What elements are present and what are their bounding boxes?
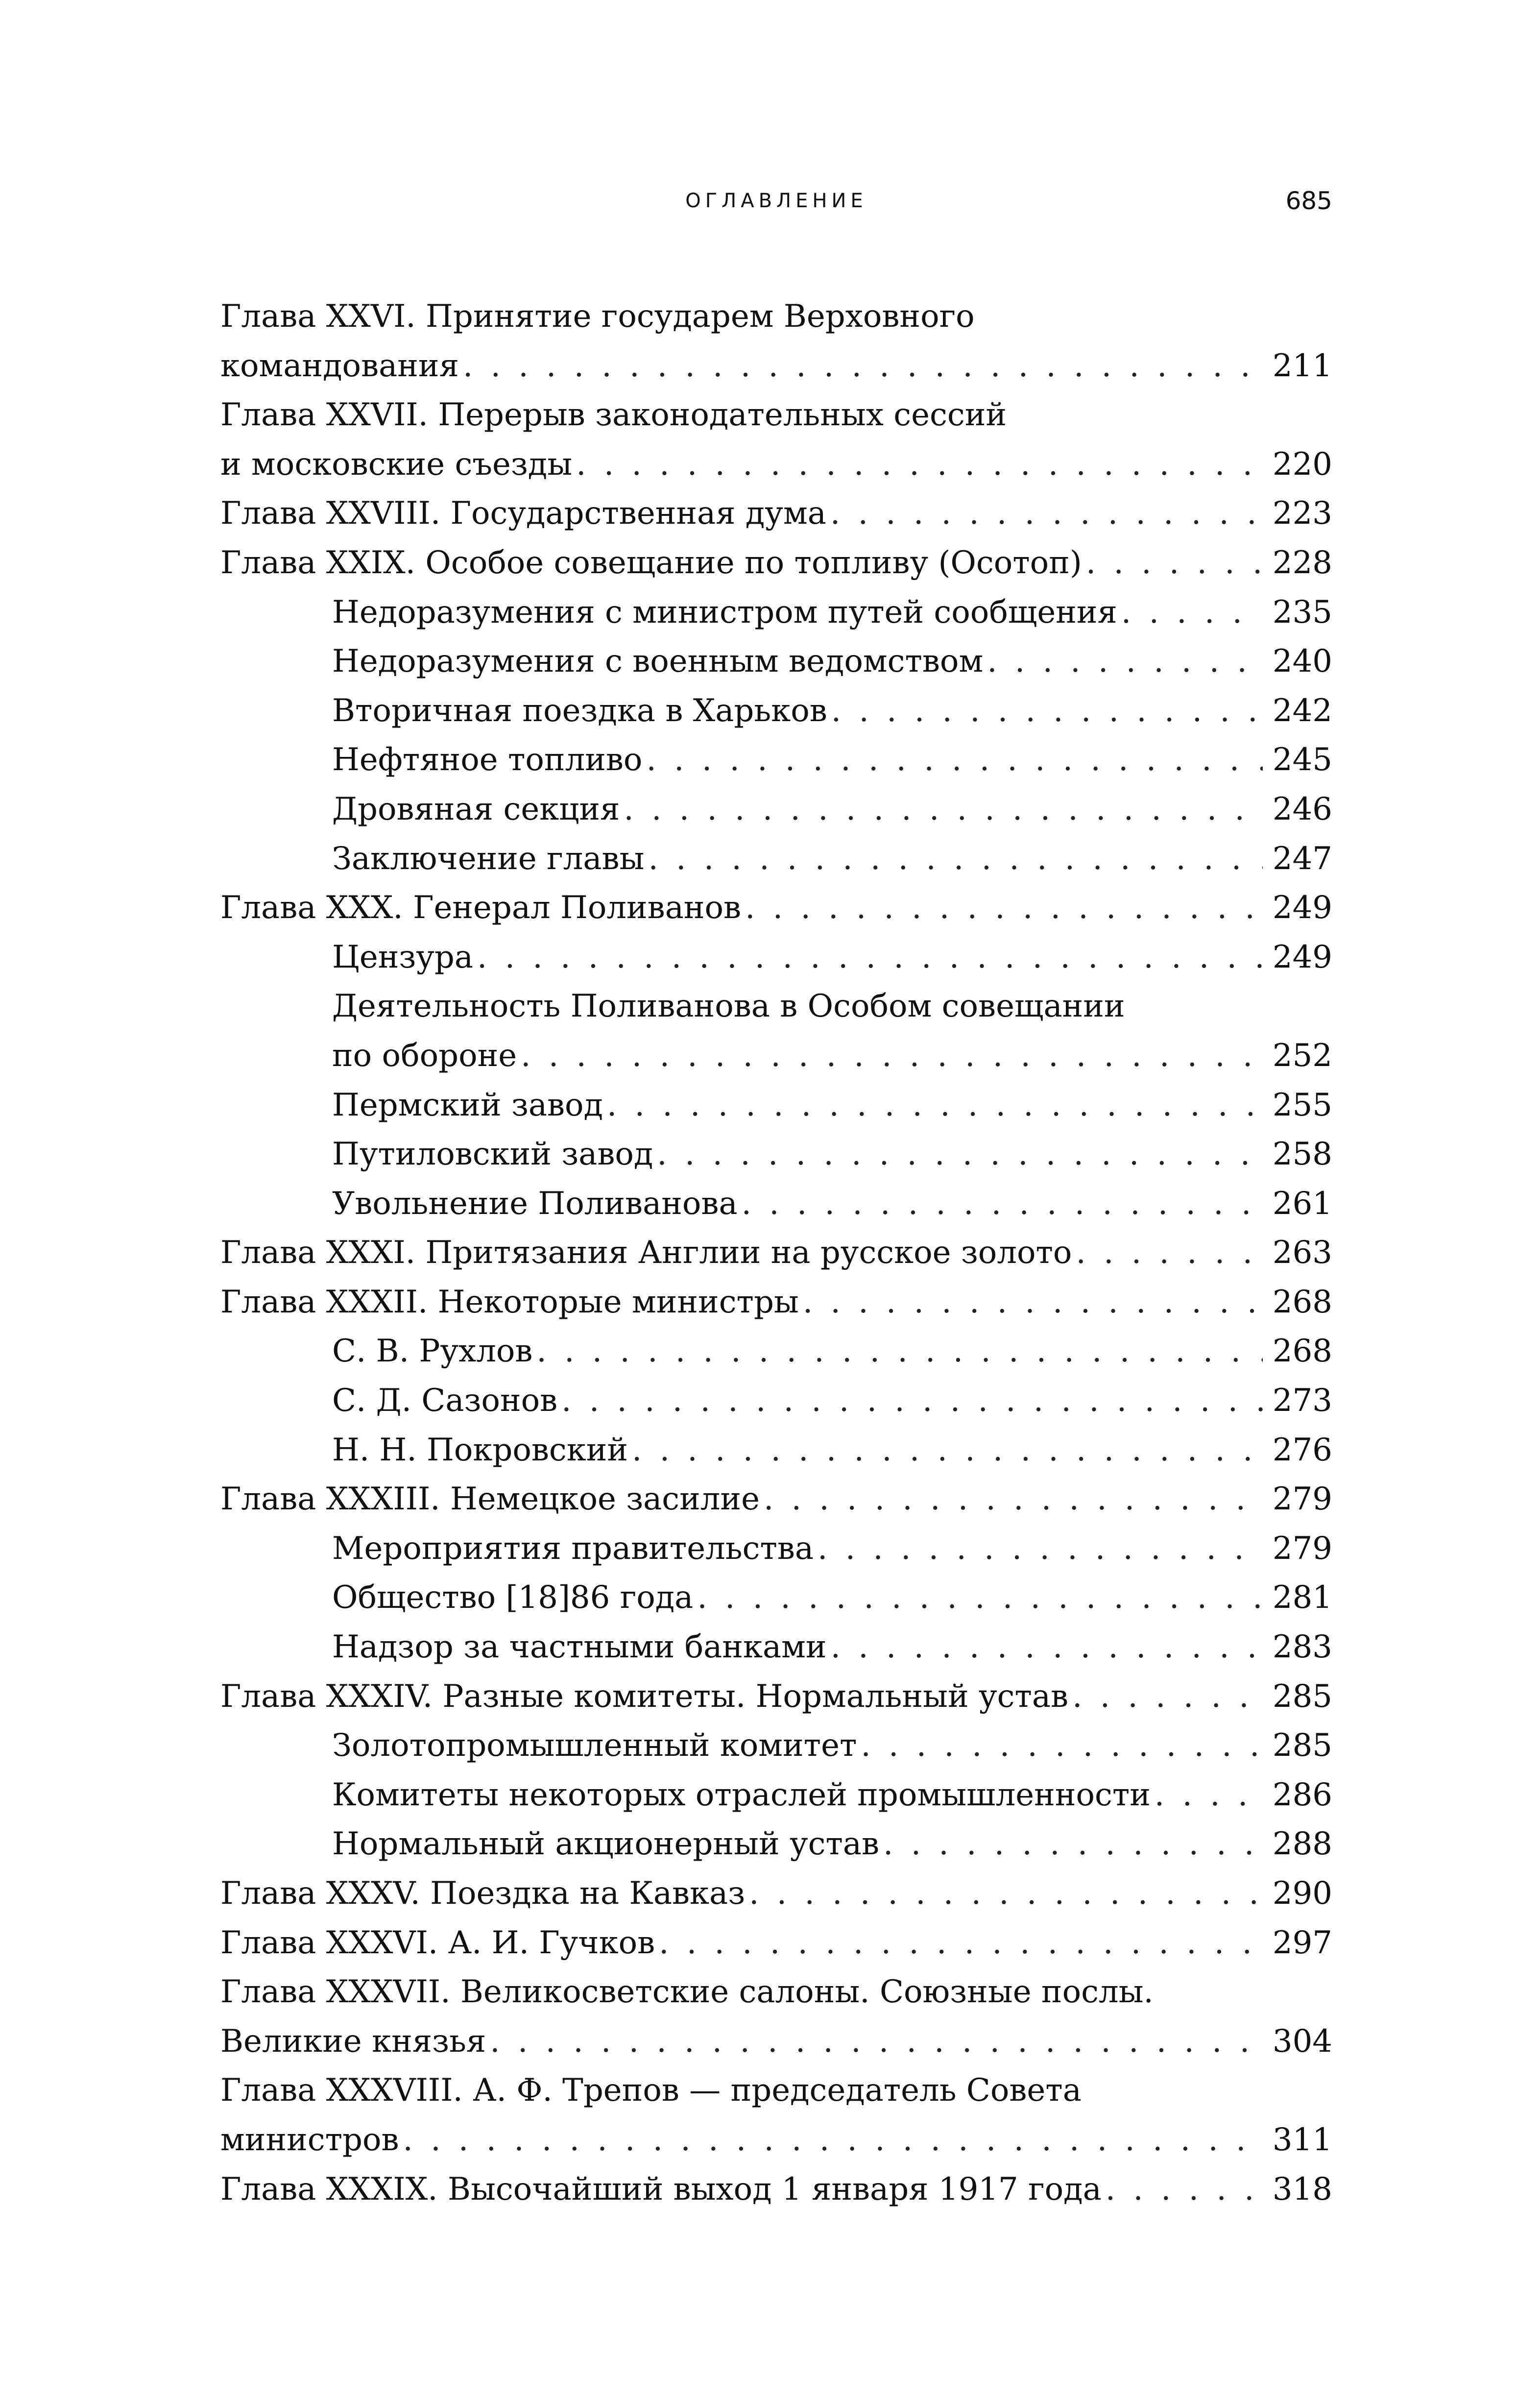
dot-leader [883,1820,1263,1869]
toc-line-chapter-31 [220,1228,1332,1278]
dot-leader [646,735,1263,785]
toc-entry-text: Глава XXXIV. Разные комитеты. Нормальный устав [220,1678,1069,1715]
dot-leader [648,834,1263,884]
toc-line-chapter-37-cont [220,2017,1332,2066]
toc-line-subsection [220,785,1332,834]
toc-page-number: 263 [1272,1235,1332,1271]
toc-page-number: 211 [1272,347,1332,384]
dot-leader [1076,1228,1263,1278]
toc-page-number: 273 [1272,1383,1332,1419]
dot-leader [831,686,1263,736]
toc-entry-text: Глава XXXIII. Немецкое засилие [220,1481,760,1518]
toc-line-subsection [220,933,1332,982]
dot-leader [764,1475,1263,1524]
dot-leader [1086,538,1263,588]
dot-leader [1121,588,1263,637]
toc-page-number: 246 [1272,791,1332,827]
toc-page-number: 285 [1272,1727,1332,1764]
toc-entry-text: Глава XXXVII. Великосветские салоны. Союзные послы. [220,1974,1154,2011]
toc-entry-text: С. В. Рухлов [332,1333,533,1370]
toc-entry-text: Надзор за частными банками [332,1629,827,1666]
toc-line-subsection [220,1130,1332,1179]
toc-page-number: 245 [1272,742,1332,778]
toc-page-number: 249 [1272,890,1332,926]
dot-leader [818,1524,1263,1574]
dot-leader [803,1278,1263,1327]
toc-entry-text: Глава XXVIII. Государственная дума [220,495,826,532]
toc-entry-text: и московские съезды [220,446,573,483]
toc-page-number: 285 [1272,1678,1332,1715]
toc-page-number: 255 [1272,1087,1332,1123]
toc-line-chapter-34 [220,1672,1332,1722]
toc-line-chapter-38-cont [220,2115,1332,2165]
toc-entry-text: Н. Н. Покровский [332,1431,628,1468]
toc-entry-text: Глава XXVII. Перерыв законодательных сессий [220,397,1007,434]
toc-entry-text: Недоразумения с министром путей сообщения [332,594,1117,631]
toc-page-number: 276 [1272,1431,1332,1468]
running-header [220,179,1332,223]
dot-leader [576,440,1263,489]
toc-page-number: 261 [1272,1185,1332,1222]
toc-page-number: 268 [1272,1333,1332,1370]
dot-leader [749,1869,1263,1918]
toc-entry-text: Глава XXXV. Поездка на Кавказ [220,1875,746,1912]
toc-entry-text: Глава XXXIX. Высочайший выход 1 января 1917 года [220,2171,1102,2208]
dot-leader [830,489,1263,538]
toc-page-number: 223 [1272,495,1332,532]
dot-leader [607,1081,1263,1130]
dot-leader [521,1031,1263,1081]
toc-entry-text: Дровяная секция [332,791,620,827]
toc-line-subsection [220,1081,1332,1130]
toc-entry-text: Вторичная поездка в Харьков [332,692,827,729]
toc-entry-text: Деятельность Поливанова в Особом совещании [332,988,1125,1025]
dot-leader [632,1426,1263,1475]
toc-line-chapter-26-cont [220,341,1332,391]
dot-leader [624,785,1263,834]
toc-line-chapter-37-title [220,1967,1332,2017]
dot-leader [697,1573,1263,1623]
dot-leader [1072,1672,1263,1722]
toc-entry-text: Цензура [332,939,474,975]
page-number: 685 [1285,187,1332,215]
dot-leader [477,933,1263,982]
toc-page-number: 268 [1272,1284,1332,1320]
toc-entry-text: командования [220,347,459,384]
toc-line-chapter-38-title [220,2066,1332,2115]
toc-line-subsection [220,735,1332,785]
toc-page-number: 220 [1272,446,1332,483]
toc-line-subsection [220,637,1332,686]
toc-page-number: 279 [1272,1530,1332,1567]
toc-entry-text: Глава XXIX. Особое совещание по топливу (Осотоп) [220,544,1082,581]
running-title: ОГЛАВЛЕНИЕ [685,190,867,212]
toc-page-number: 258 [1272,1136,1332,1173]
dot-leader [463,341,1263,391]
toc-page-number: 242 [1272,692,1332,729]
toc-entry-text: Глава XXXI. Притязания Англии на русское золото [220,1235,1072,1271]
toc-line-subsection [220,1376,1332,1426]
toc-line-subsection [220,1771,1332,1820]
dot-leader [657,1130,1263,1179]
toc-page-number: 281 [1272,1579,1332,1616]
toc-line-chapter-28 [220,489,1332,538]
toc-page-number: 304 [1272,2023,1332,2060]
dot-leader [987,637,1263,686]
toc-page-number: 249 [1272,939,1332,975]
toc-entry-text: Недоразумения с военным ведомством [332,643,984,680]
toc-entry-text: Глава XXX. Генерал Поливанов [220,890,742,926]
toc-entry-text: Общество [18]86 года [332,1579,694,1616]
toc-line-chapter-29 [220,538,1332,588]
toc-line-subsection-cont [220,1031,1332,1081]
dot-leader [561,1376,1263,1426]
toc-line-subsection [220,1623,1332,1672]
toc-line-subsection [220,834,1332,884]
toc-page-number: 247 [1272,840,1332,877]
toc-entry-text: министров [220,2121,399,2158]
toc-entry-text: Нормальный акционерный устав [332,1826,880,1863]
toc-entry-text: Глава XXVI. Принятие государем Верховного [220,298,975,335]
toc-line-subsection [220,1426,1332,1475]
toc-entry-text: Комитеты некоторых отраслей промышленности [332,1776,1151,1813]
toc-line-chapter-26-title [220,292,1332,341]
toc-line-subsection [220,1179,1332,1229]
dot-leader [745,883,1263,933]
toc-page-number: 279 [1272,1481,1332,1518]
toc-line-subsection [220,1327,1332,1376]
toc-page-number: 311 [1272,2121,1332,2158]
toc-line-chapter-35 [220,1869,1332,1918]
toc-entry-text: Глава XXXVI. А. И. Гучков [220,1924,655,1961]
toc-line-subsection [220,1820,1332,1869]
dot-leader [403,2115,1263,2165]
toc-page-number: 297 [1272,1924,1332,1961]
dot-leader [536,1327,1263,1376]
toc-line-chapter-32 [220,1278,1332,1327]
toc-line-subsection [220,1524,1332,1574]
toc-entry-text: Увольнение Поливанова [332,1185,738,1222]
toc-line-subsection-title [220,982,1332,1031]
toc-page-number: 283 [1272,1629,1332,1666]
toc-page-number: 288 [1272,1826,1332,1863]
dot-leader [742,1179,1263,1229]
toc-line-chapter-39 [220,2165,1332,2214]
toc-entry-text: Золотопромышленный комитет [332,1727,857,1764]
toc-page-number: 240 [1272,643,1332,680]
toc-line-chapter-36 [220,1918,1332,1968]
table-of-contents [220,292,1332,2214]
toc-entry-text: Глава XXXVIII. А. Ф. Трепов — председатель Совета [220,2072,1082,2109]
toc-entry-text: С. Д. Сазонов [332,1383,558,1419]
dot-leader [1106,2165,1263,2214]
dot-leader [490,2017,1263,2066]
toc-entry-text: Пермский завод [332,1087,603,1123]
toc-page-number: 235 [1272,594,1332,631]
toc-entry-text: Заключение главы [332,840,645,877]
toc-page-number: 318 [1272,2171,1332,2208]
dot-leader [831,1623,1263,1672]
toc-entry-text: Глава XXXII. Некоторые министры [220,1284,799,1320]
toc-page-number: 286 [1272,1776,1332,1813]
dot-leader [659,1918,1263,1968]
toc-entry-text: Великие князья [220,2023,486,2060]
toc-entry-text: Мероприятия правительства [332,1530,814,1567]
dot-leader [861,1721,1263,1771]
toc-page-number: 290 [1272,1875,1332,1912]
toc-line-subsection [220,686,1332,736]
dot-leader [1155,1771,1263,1820]
toc-line-chapter-27-title [220,390,1332,440]
toc-line-subsection [220,1721,1332,1771]
toc-entry-text: по обороне [332,1037,517,1074]
toc-line-subsection [220,588,1332,637]
toc-entry-text: Путиловский завод [332,1136,653,1173]
toc-line-chapter-30 [220,883,1332,933]
toc-page-number: 228 [1272,544,1332,581]
toc-line-subsection [220,1573,1332,1623]
toc-entry-text: Нефтяное топливо [332,742,643,778]
toc-line-chapter-27-cont [220,440,1332,489]
toc-line-chapter-33 [220,1475,1332,1524]
toc-page-number: 252 [1272,1037,1332,1074]
